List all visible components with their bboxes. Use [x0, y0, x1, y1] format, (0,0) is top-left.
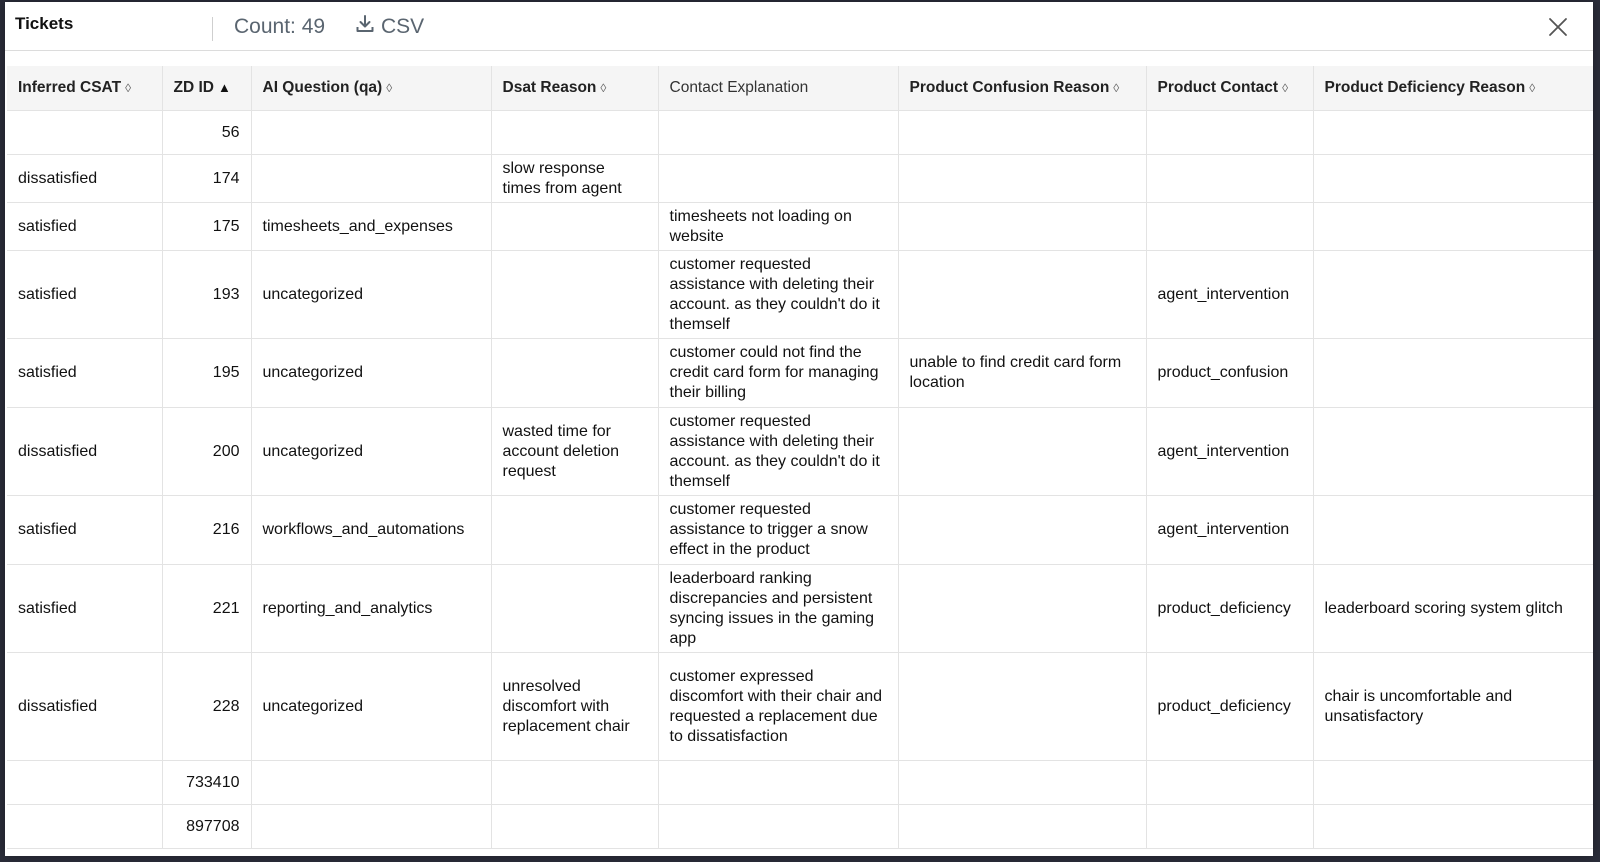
- sort-icon: ◊: [386, 81, 393, 95]
- table-row[interactable]: [7, 408, 1593, 496]
- cell-contact-explanation: leaderboard ranking discrepancies and persistent syncing issues in the gaming app: [658, 565, 898, 653]
- col-header-label: Inferred CSAT: [18, 79, 122, 96]
- cell-dsat-reason: [491, 761, 658, 805]
- close-button[interactable]: [1545, 14, 1571, 40]
- cell-product-contact: product_deficiency: [1146, 565, 1313, 653]
- cell-product-deficiency-reason: [1313, 339, 1593, 408]
- col-header-label: ZD ID: [173, 79, 214, 96]
- cell-inferred-csat: satisfied: [7, 251, 162, 339]
- col-header-label: Product Confusion Reason: [909, 79, 1110, 96]
- cell-ai-question: reporting_and_analytics: [251, 565, 491, 653]
- cell-dsat-reason: [491, 339, 658, 408]
- table-row[interactable]: [7, 653, 1593, 761]
- table-row[interactable]: [7, 565, 1593, 653]
- col-header-label: Dsat Reason: [502, 79, 597, 96]
- cell-inferred-csat: satisfied: [7, 565, 162, 653]
- cell-dsat-reason: [491, 565, 658, 653]
- cell-contact-explanation: customer requested assistance with deleting their account. as they couldn't do it themself: [658, 251, 898, 339]
- cell-dsat-reason: [491, 251, 658, 339]
- col-header-zd-id[interactable]: [162, 66, 251, 111]
- cell-inferred-csat: satisfied: [7, 203, 162, 251]
- table-row[interactable]: [7, 339, 1593, 408]
- cell-contact-explanation: customer could not find the credit card form for managing their billing: [658, 339, 898, 408]
- cell-inferred-csat: satisfied: [7, 496, 162, 565]
- cell-product-confusion-reason: [898, 251, 1146, 339]
- cell-dsat-reason: wasted time for account deletion request: [491, 408, 658, 496]
- download-icon: [355, 14, 375, 40]
- cell-dsat-reason: [491, 496, 658, 565]
- cell-zd-id: 175: [162, 203, 251, 251]
- table-row[interactable]: [7, 496, 1593, 565]
- table-row[interactable]: [7, 761, 1593, 805]
- cell-product-contact: [1146, 111, 1313, 155]
- cell-zd-id: 897708: [162, 805, 251, 849]
- modal-header: [5, 2, 1593, 51]
- table-row[interactable]: [7, 203, 1593, 251]
- cell-contact-explanation: customer requested assistance with deleting their account. as they couldn't do it themself: [658, 408, 898, 496]
- col-header-label: Contact Explanation: [669, 79, 809, 96]
- cell-product-contact: agent_intervention: [1146, 408, 1313, 496]
- cell-inferred-csat: dissatisfied: [7, 155, 162, 203]
- tickets-table-container: [7, 66, 1593, 856]
- tickets-modal: [5, 2, 1593, 856]
- cell-dsat-reason: [491, 111, 658, 155]
- col-header-product-deficiency-reason[interactable]: [1313, 66, 1593, 111]
- cell-ai-question: [251, 155, 491, 203]
- cell-product-confusion-reason: [898, 111, 1146, 155]
- cell-product-deficiency-reason: [1313, 761, 1593, 805]
- cell-inferred-csat: satisfied: [7, 339, 162, 408]
- modal-title: Tickets: [15, 14, 74, 33]
- cell-product-deficiency-reason: leaderboard scoring system glitch: [1313, 565, 1593, 653]
- cell-product-contact: product_confusion: [1146, 339, 1313, 408]
- sort-icon: ◊: [1529, 81, 1536, 95]
- table-row[interactable]: [7, 111, 1593, 155]
- cell-ai-question: uncategorized: [251, 251, 491, 339]
- sort-icon: ◊: [1113, 81, 1120, 95]
- cell-dsat-reason: [491, 203, 658, 251]
- col-header-inferred-csat[interactable]: [7, 66, 162, 111]
- cell-product-contact: [1146, 155, 1313, 203]
- cell-zd-id: 193: [162, 251, 251, 339]
- table-row[interactable]: [7, 251, 1593, 339]
- csv-label: CSV: [381, 15, 425, 38]
- cell-product-deficiency-reason: [1313, 251, 1593, 339]
- cell-product-deficiency-reason: [1313, 805, 1593, 849]
- cell-product-contact: agent_intervention: [1146, 251, 1313, 339]
- cell-contact-explanation: [658, 761, 898, 805]
- cell-product-deficiency-reason: [1313, 496, 1593, 565]
- cell-inferred-csat: [7, 805, 162, 849]
- cell-product-deficiency-reason: [1313, 408, 1593, 496]
- ticket-count: Count: 49: [234, 15, 326, 38]
- cell-zd-id: 216: [162, 496, 251, 565]
- cell-zd-id: 195: [162, 339, 251, 408]
- sort-icon: ◊: [1282, 81, 1288, 95]
- cell-contact-explanation: timesheets not loading on website: [658, 203, 898, 251]
- col-header-product-contact[interactable]: [1146, 66, 1313, 111]
- cell-contact-explanation: customer requested assistance to trigger a snow effect in the product: [658, 496, 898, 565]
- cell-ai-question: timesheets_and_expenses: [251, 203, 491, 251]
- cell-dsat-reason: [491, 805, 658, 849]
- cell-zd-id: 733410: [162, 761, 251, 805]
- cell-product-contact: [1146, 805, 1313, 849]
- cell-product-deficiency-reason: chair is uncomfortable and unsatisfactory: [1313, 653, 1593, 761]
- cell-ai-question: workflows_and_automations: [251, 496, 491, 565]
- cell-product-confusion-reason: [898, 761, 1146, 805]
- cell-product-confusion-reason: unable to find credit card form location: [898, 339, 1146, 408]
- cell-product-deficiency-reason: [1313, 111, 1593, 155]
- col-header-dsat-reason[interactable]: [491, 66, 658, 111]
- sort-asc-icon: ▲: [217, 80, 231, 95]
- sort-icon: ◊: [600, 81, 607, 95]
- cell-product-deficiency-reason: [1313, 203, 1593, 251]
- col-header-ai-question[interactable]: [251, 66, 491, 111]
- csv-download-button[interactable]: [355, 14, 424, 40]
- cell-product-confusion-reason: [898, 155, 1146, 203]
- cell-product-contact: agent_intervention: [1146, 496, 1313, 565]
- table-header-row: [7, 66, 1593, 111]
- cell-contact-explanation: [658, 155, 898, 203]
- cell-product-confusion-reason: [898, 408, 1146, 496]
- cell-contact-explanation: [658, 111, 898, 155]
- cell-product-confusion-reason: [898, 565, 1146, 653]
- cell-zd-id: 56: [162, 111, 251, 155]
- cell-inferred-csat: dissatisfied: [7, 408, 162, 496]
- cell-contact-explanation: [658, 805, 898, 849]
- cell-ai-question: uncategorized: [251, 339, 491, 408]
- cell-product-contact: [1146, 203, 1313, 251]
- cell-inferred-csat: [7, 111, 162, 155]
- cell-dsat-reason: unresolved discomfort with replacement chair: [491, 653, 658, 761]
- cell-product-contact: product_deficiency: [1146, 653, 1313, 761]
- cell-product-confusion-reason: [898, 203, 1146, 251]
- cell-ai-question: [251, 761, 491, 805]
- cell-contact-explanation: customer expressed discomfort with their chair and requested a replacement due to dissatisfaction: [658, 653, 898, 761]
- cell-zd-id: 221: [162, 565, 251, 653]
- tickets-table: [7, 66, 1593, 849]
- cell-ai-question: uncategorized: [251, 408, 491, 496]
- cell-product-confusion-reason: [898, 805, 1146, 849]
- cell-product-confusion-reason: [898, 653, 1146, 761]
- col-header-label: AI Question (qa): [262, 79, 383, 96]
- cell-inferred-csat: dissatisfied: [7, 653, 162, 761]
- cell-ai-question: [251, 111, 491, 155]
- table-row[interactable]: [7, 805, 1593, 849]
- header-divider: [212, 17, 213, 41]
- cell-inferred-csat: [7, 761, 162, 805]
- cell-dsat-reason: slow response times from agent: [491, 155, 658, 203]
- close-icon: [1545, 14, 1571, 40]
- cell-ai-question: [251, 805, 491, 849]
- cell-ai-question: uncategorized: [251, 653, 491, 761]
- col-header-label: Product Deficiency Reason: [1324, 79, 1526, 96]
- sort-icon: ◊: [125, 81, 131, 95]
- cell-product-confusion-reason: [898, 496, 1146, 565]
- cell-zd-id: 200: [162, 408, 251, 496]
- cell-zd-id: 174: [162, 155, 251, 203]
- col-header-product-confusion-reason[interactable]: [898, 66, 1146, 111]
- col-header-label: Product Contact: [1157, 79, 1279, 96]
- cell-zd-id: 228: [162, 653, 251, 761]
- table-row[interactable]: [7, 155, 1593, 203]
- col-header-contact-explanation: [658, 66, 898, 111]
- cell-product-deficiency-reason: [1313, 155, 1593, 203]
- cell-product-contact: [1146, 761, 1313, 805]
